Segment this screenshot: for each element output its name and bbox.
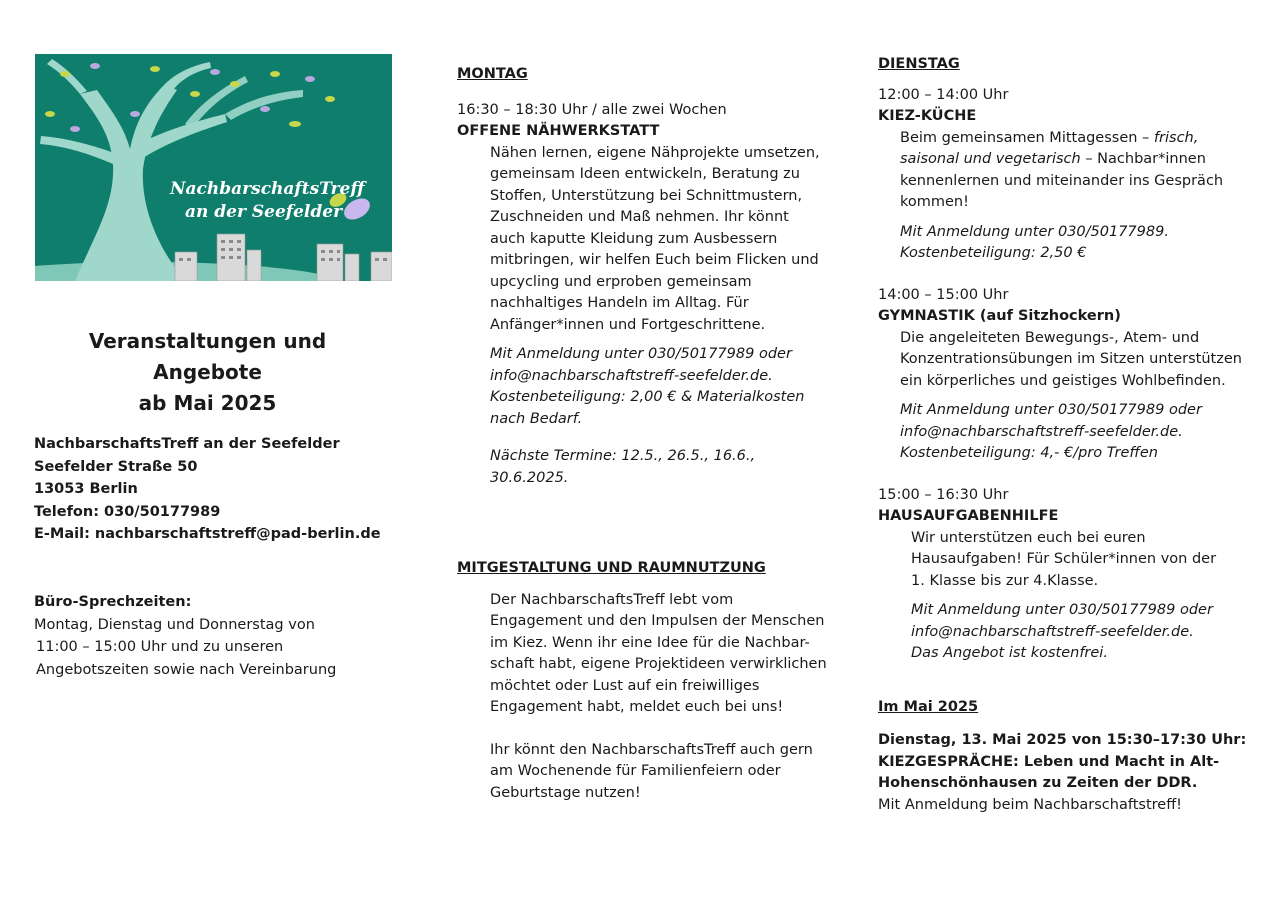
participation-heading: MITGESTALTUNG UND RAUMNUTZUNG bbox=[457, 560, 766, 576]
event-time: 14:00 – 15:00 Uhr bbox=[878, 286, 1009, 303]
event-description: Beim gemeinsamen Mittagessen – frisch, saisonal und vegetarisch – Nachbar*innen kennenlernen und miteinander ins Gespräch kommen! bbox=[900, 129, 1224, 210]
org-name: NachbarschaftsTreff an der Seefelder bbox=[34, 436, 340, 452]
monday-section bbox=[457, 64, 837, 489]
office-hours-line: Montag, Dienstag und Donnerstag von bbox=[34, 616, 315, 633]
address-block bbox=[34, 433, 434, 546]
may-heading: Im Mai 2025 bbox=[878, 698, 979, 715]
event-description: Nähen lernen, eigene Nähprojekte umsetzen, gemeinsam Ideen entwickeln, Beratung zu Stoffen, Unterstützung bei Schnittmustern, Zuschneiden und Maß nehmen. Ihr könnt auch kaputte Kleidung zum Ausbessern mitbringen, wir helfen Euch beim Flicken und upcycling und erproben gemeinsam nachhaltiges Handeln im Alltag. Für Anfänger*innen und Fortgeschrittene. bbox=[490, 144, 820, 333]
event-title: OFFENE NÄHWERKSTATT bbox=[457, 123, 660, 139]
may-event-title-cont: Hohenschönhausen zu Zeiten der DDR. bbox=[878, 775, 1198, 791]
may-event-date: Dienstag, 13. Mai 2025 von 15:30–17:30 Uhr: bbox=[878, 732, 1247, 748]
street: Seefelder Straße 50 bbox=[34, 458, 198, 475]
event-title: KIEZ-KÜCHE bbox=[878, 108, 977, 124]
may-event-note: Mit Anmeldung beim Nachbarschaftstreff! bbox=[878, 796, 1182, 813]
tuesday-heading: DIENSTAG bbox=[878, 56, 960, 72]
event-title: GYMNASTIK (auf Sitzhockern) bbox=[878, 308, 1121, 324]
event-next-dates: Nächste Termine: 12.5., 26.5., 16.6., 30.6.2025. bbox=[490, 448, 756, 486]
document-title bbox=[35, 326, 380, 419]
city: 13053 Berlin bbox=[34, 481, 138, 497]
participation-paragraph-2: Ihr könnt den NachbarschaftsTreff auch gern am Wochenende für Familienfeiern oder Geburtstage nutzen! bbox=[490, 741, 813, 801]
logo-text-line2: an der Seefelder bbox=[185, 202, 343, 222]
office-hours-line: Angebotszeiten sowie nach Vereinbarung bbox=[36, 661, 337, 678]
may-event-title: KIEZGESPRÄCHE: Leben und Macht in Alt- bbox=[878, 753, 1220, 770]
email: E-Mail: nachbarschaftstreff@pad-berlin.de bbox=[34, 526, 381, 542]
monday-heading: MONTAG bbox=[457, 66, 528, 82]
office-hours-line: 11:00 – 15:00 Uhr und zu unseren bbox=[36, 639, 284, 655]
logo-text-line1: NachbarschaftsTreff bbox=[170, 179, 365, 199]
event-registration-note: Mit Anmeldung unter 030/50177989 oder info@nachbarschaftstreff-seefelder.de. Kostenbeteiligung: 2,00 € & Materialkosten nach Bedarf. bbox=[490, 346, 805, 427]
tuesday-section bbox=[878, 54, 1258, 816]
event-time: 16:30 – 18:30 Uhr / alle zwei Wochen bbox=[457, 101, 727, 118]
title-line-2: ab Mai 2025 bbox=[138, 391, 277, 415]
office-hours-heading: Büro-Sprechzeiten: bbox=[34, 594, 192, 610]
tree-illustration bbox=[35, 54, 392, 281]
event-registration-note: Mit Anmeldung unter 030/50177989 oder info@nachbarschaftstreff-seefelder.de. Das Angebot ist kostenfrei. bbox=[911, 602, 1213, 661]
event-registration-note: Mit Anmeldung unter 030/50177989 oder info@nachbarschaftstreff-seefelder.de. Kostenbeteiligung: 4,- €/pro Treffen bbox=[900, 402, 1202, 461]
event-time: 12:00 – 14:00 Uhr bbox=[878, 86, 1009, 103]
event-description: Wir unterstützen euch bei euren Hausaufgaben! Für Schüler*innen von der 1. Klasse bis zur 4.Klasse. bbox=[911, 529, 1217, 589]
phone: Telefon: 030/50177989 bbox=[34, 503, 221, 520]
event-time: 15:00 – 16:30 Uhr bbox=[878, 486, 1009, 503]
logo-image bbox=[35, 54, 392, 281]
office-hours-block bbox=[34, 591, 434, 681]
title-line-1: Veranstaltungen und Angebote bbox=[88, 329, 327, 384]
participation-paragraph-1: Der NachbarschaftsTreff lebt vom Engagement und den Impulsen der Menschen im Kiez. Wenn ihr eine Idee für die Nachbar- schaft habt, eigene Projektideen verwirklichen möchtet oder Lust auf ein freiwilliges Engagement habt, meldet euch bei uns! bbox=[490, 591, 827, 715]
participation-section bbox=[457, 558, 837, 804]
event-description: Die angeleiteten Bewegungs-, Atem- und Konzentrationsübungen im Sitzen unterstützen ein körperliches und geistiges Wohlbefinden. bbox=[900, 329, 1242, 389]
event-title: HAUSAUFGABENHILFE bbox=[878, 508, 1059, 524]
event-registration-note: Mit Anmeldung unter 030/50177989. Kostenbeteiligung: 2,50 € bbox=[900, 223, 1169, 261]
